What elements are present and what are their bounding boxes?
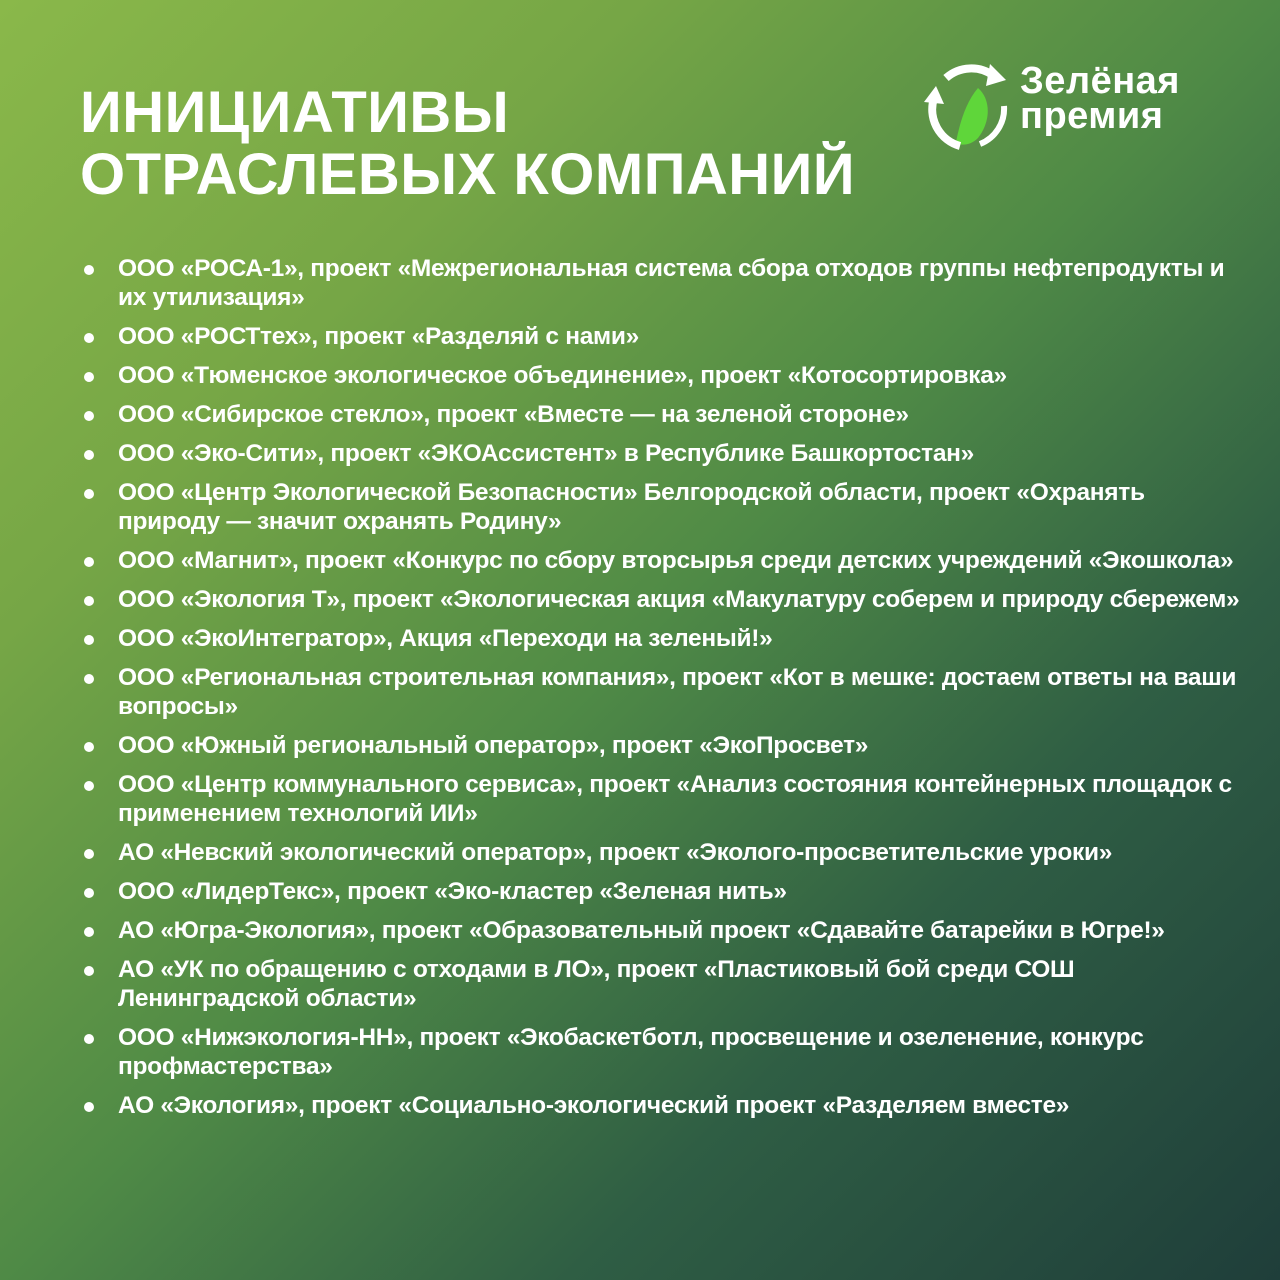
bullet-icon [84, 1034, 94, 1044]
list-item-text: ООО «Тюменское экологическое объединение», проект «Котосортировка» [118, 362, 1007, 389]
initiatives-list [80, 254, 1245, 1130]
list-item [80, 546, 1245, 575]
bullet-icon [84, 265, 94, 275]
list-item [80, 254, 1245, 312]
bullet-icon [84, 557, 94, 567]
bullet-icon [84, 372, 94, 382]
bullet-icon [84, 781, 94, 791]
list-item [80, 770, 1245, 828]
list-item [80, 663, 1245, 721]
bullet-icon [84, 450, 94, 460]
logo-line-1: Зелёная [1020, 60, 1180, 102]
list-item-text: ООО «РОСА-1», проект «Межрегиональная система сбора отходов группы нефтепродукты и их утилизация» [118, 255, 1225, 311]
bullet-icon [84, 674, 94, 684]
list-item [80, 955, 1245, 1013]
list-item [80, 439, 1245, 468]
list-item-text: АО «Невский экологический оператор», проект «Эколого-просветительские уроки» [118, 839, 1113, 866]
list-item-text: АО «Югра-Экология», проект «Образовательный проект «Сдавайте батарейки в Югре!» [118, 917, 1165, 944]
list-item-text: ООО «ЛидерТекс», проект «Эко-кластер «Зеленая нить» [118, 878, 787, 905]
list-item [80, 731, 1245, 760]
list-item-text: ООО «Эко-Сити», проект «ЭКОАссистент» в Республике Башкортостан» [118, 440, 974, 467]
list-item-text: ООО «Южный региональный оператор», проект «ЭкоПросвет» [118, 732, 869, 759]
list-item [80, 916, 1245, 945]
list-item [80, 877, 1245, 906]
bullet-icon [84, 966, 94, 976]
bullet-icon [84, 927, 94, 937]
bullet-icon [84, 742, 94, 752]
list-item-text: АО «УК по обращению с отходами в ЛО», проект «Пластиковый бой среди СОШ Ленинградской области» [118, 956, 1075, 1012]
title-line-1: ИНИЦИАТИВЫ [80, 80, 510, 145]
bullet-icon [84, 888, 94, 898]
recycle-leaf-icon [920, 58, 1016, 154]
logo-line-2: премия [1020, 95, 1164, 137]
logo [920, 56, 1240, 156]
bullet-icon [84, 1102, 94, 1112]
bullet-icon [84, 489, 94, 499]
list-item-text: ООО «Центр коммунального сервиса», проект «Анализ состояния контейнерных площадок с применением технологий ИИ» [118, 771, 1232, 827]
list-item-text: ООО «Сибирское стекло», проект «Вместе — на зеленой стороне» [118, 401, 909, 428]
list-item-text: ООО «Экология Т», проект «Экологическая акция «Макулатуру соберем и природу сбережем» [118, 586, 1240, 613]
bullet-icon [84, 849, 94, 859]
list-item [80, 322, 1245, 351]
list-item [80, 585, 1245, 614]
bullet-icon [84, 333, 94, 343]
list-item [80, 838, 1245, 867]
bullet-icon [84, 596, 94, 606]
list-item [80, 361, 1245, 390]
list-item-text: ООО «Центр Экологической Безопасности» Белгородской области, проект «Охранять природу — значит охранять Родину» [118, 479, 1145, 535]
list-item [80, 478, 1245, 536]
list-item [80, 624, 1245, 653]
list-item-text: ООО «Региональная строительная компания», проект «Кот в мешке: достаем ответы на ваши вопросы» [118, 664, 1237, 720]
list-item-text: ООО «ЭкоИнтегратор», Акция «Переходи на зеленый!» [118, 625, 773, 652]
bullet-icon [84, 635, 94, 645]
list-item [80, 1091, 1245, 1120]
list-item-text: ООО «РОСТтех», проект «Разделяй с нами» [118, 323, 639, 350]
list-item-text: АО «Экология», проект «Социально-экологический проект «Разделяем вместе» [118, 1092, 1070, 1119]
list-item-text: ООО «Нижэкология-НН», проект «Экобаскетботл, просвещение и озеленение, конкурс профмастерства» [118, 1024, 1144, 1080]
list-item-text: ООО «Магнит», проект «Конкурс по сбору вторсырья среди детских учреждений «Экошкола» [118, 547, 1234, 574]
page-title [80, 82, 855, 206]
list-item [80, 400, 1245, 429]
title-line-2: ОТРАСЛЕВЫХ КОМПАНИЙ [80, 142, 856, 207]
bullet-icon [84, 411, 94, 421]
list-item [80, 1023, 1245, 1081]
